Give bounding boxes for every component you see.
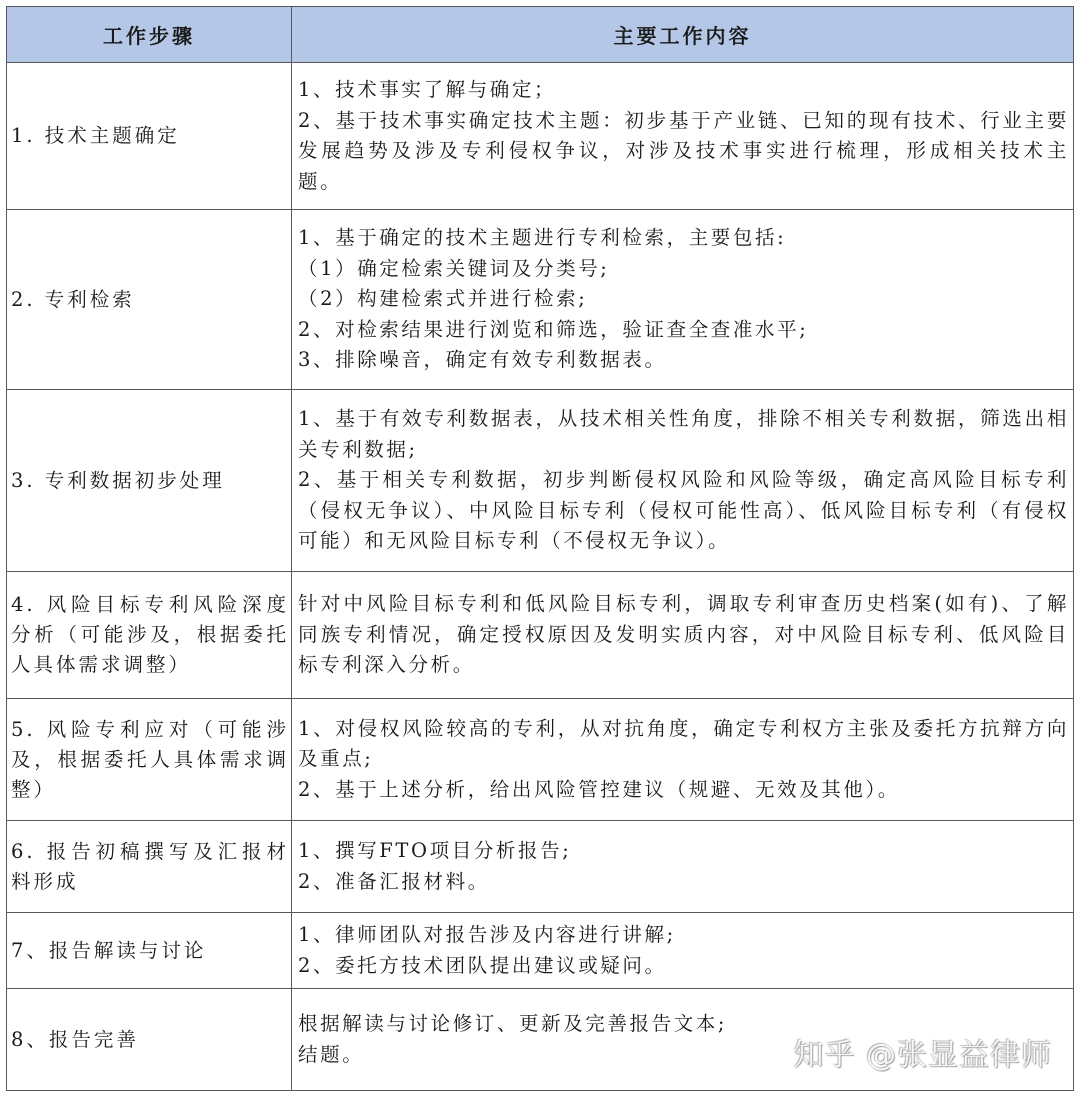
- work-steps-table: [6, 6, 1074, 1091]
- step-cell: 8、报告完善: [7, 989, 292, 1091]
- step-cell: 2. 专利检索: [7, 210, 292, 390]
- table-row: [7, 572, 1074, 699]
- content-line: 1、对侵权风险较高的专利，从对抗角度，确定专利权方主张及委托方抗辩方向及重点;: [298, 716, 1069, 771]
- table-row: [7, 699, 1074, 821]
- content-line: 1、律师团队对报告涉及内容进行讲解;: [298, 923, 676, 946]
- content-line: 结题。: [298, 1042, 365, 1066]
- content-cell: [292, 63, 1074, 210]
- content-line: 针对中风险目标专利和低风险目标专利，调取专利审查历史档案(如有)、了解同族专利情况，确定授权原因及发明实质内容，对中风险目标专利、低风险目标专利深入分析。: [298, 592, 1069, 677]
- content-cell: [292, 989, 1074, 1091]
- table-row: [7, 913, 1074, 989]
- step-cell: 1. 技术主题确定: [7, 63, 292, 210]
- content-cell: [292, 699, 1074, 821]
- content-cell: [292, 390, 1074, 572]
- content-line: 根据解读与讨论修订、更新及完善报告文本;: [298, 1012, 728, 1035]
- step-cell: 6. 报告初稿撰写及汇报材料形成: [7, 821, 292, 913]
- step-cell: 5. 风险专利应对（可能涉及，根据委托人具体需求调整）: [7, 699, 292, 821]
- content-line: 2、对检索结果进行浏览和筛选，验证查全查准水平;: [298, 317, 809, 341]
- content-line: 3、排除噪音，确定有效专利数据表。: [298, 348, 667, 372]
- content-line: 2、委托方技术团队提出建议或疑问。: [298, 953, 667, 977]
- header-work-step: 工作步骤: [7, 7, 292, 63]
- content-line: 2、基于技术事实确定技术主题：初步基于产业链、已知的现有技术、行业主要发展趋势及涉及专利侵权争议，对涉及技术事实进行梳理，形成相关技术主题。: [298, 108, 1069, 193]
- step-cell: 3. 专利数据初步处理: [7, 390, 292, 572]
- step-cell: 7、报告解读与讨论: [7, 913, 292, 989]
- table-row: [7, 210, 1074, 390]
- table-row: [7, 821, 1074, 913]
- content-cell: [292, 210, 1074, 390]
- table-row: [7, 63, 1074, 210]
- content-line: 1、撰写FTO项目分析报告;: [298, 839, 572, 862]
- table-body: [7, 63, 1074, 1091]
- content-line: 1、基于确定的技术主题进行专利检索，主要包括:: [298, 226, 787, 250]
- header-main-content: 主要工作内容: [292, 7, 1074, 63]
- table-row: [7, 390, 1074, 572]
- content-cell: [292, 821, 1074, 913]
- content-line: 1、基于有效专利数据表，从技术相关性角度，排除不相关专利数据，筛选出相关专利数据;: [298, 407, 1069, 461]
- content-line: （1）确定检索关键词及分类号;: [298, 256, 610, 280]
- content-line: 2、基于上述分析，给出风险管控建议（规避、无效及其他）。: [298, 777, 900, 801]
- content-line: 2、准备汇报材料。: [298, 869, 490, 893]
- zhihu-watermark: 知乎 @张显益律师: [793, 1038, 1052, 1073]
- step-cell: 4. 风险目标专利风险深度分析（可能涉及，根据委托人具体需求调整）: [7, 572, 292, 699]
- table-row: [7, 989, 1074, 1091]
- content-line: （2）构建检索式并进行检索;: [298, 287, 588, 311]
- content-cell: [292, 913, 1074, 989]
- table-header-row: [7, 7, 1074, 63]
- work-steps-table-container: [6, 6, 1073, 1091]
- content-line: 2、基于相关专利数据，初步判断侵权风险和风险等级，确定高风险目标专利（侵权无争议）、中风险目标专利（侵权可能性高）、低风险目标专利（有侵权可能）和无风险目标专利（不侵权无争议）。: [298, 468, 1069, 553]
- content-cell: [292, 572, 1074, 699]
- content-line: 1、技术事实了解与确定；: [298, 78, 557, 101]
